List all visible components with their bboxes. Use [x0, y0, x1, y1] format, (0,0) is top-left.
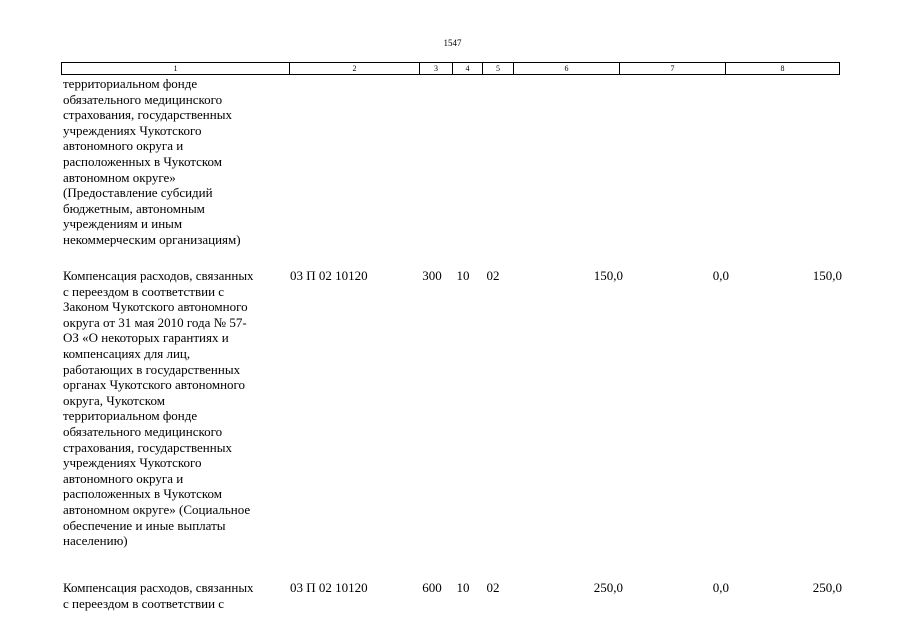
column-header-5: 5 — [483, 63, 514, 75]
row-col-8: 150,0 — [812, 268, 842, 283]
row-code: 03 П 02 10120 — [290, 268, 368, 283]
row-name: территориальном фонде обязательного медицинского страхования, государственных учреждениях Чукотского автономного округа и расположенных в Чукотском автономном округе» (Предоставление субсидий бюджетным, автономным учреждениям и иным некоммерческим организациям) — [63, 76, 241, 247]
row-name: Компенсация расходов, связанных с переездом в соответствии с Законом Чукотского автономного округа от 31 мая 2010 года № 57- ОЗ «О некоторых гарантиях и компенсациях для лиц, работающих в государственных органах Чукотского автономного округа, Чукотском территориальном фонде обязательного медицинского страхования, государственных учреждениях Чукотского автономного округа и расположенных в Чукотском автономном округе» (Социальное обеспечение и иные выплаты населению) — [63, 268, 254, 549]
row-col-5: 02 — [486, 580, 500, 595]
column-header-6: 6 — [514, 63, 620, 75]
row-col-7: 0,0 — [712, 580, 729, 595]
row-col-5: 02 — [486, 268, 500, 283]
column-header-2: 2 — [290, 63, 420, 75]
column-header-7: 7 — [620, 63, 726, 75]
row-col-6: 150,0 — [593, 268, 623, 283]
column-header-8: 8 — [726, 63, 840, 75]
row-name: Компенсация расходов, связанных с переездом в соответствии с — [63, 580, 254, 611]
row-col-8: 250,0 — [812, 580, 842, 595]
row-col-6: 250,0 — [593, 580, 623, 595]
row-col-7: 0,0 — [712, 268, 729, 283]
row-col-3: 300 — [422, 268, 442, 283]
row-col-4: 10 — [456, 268, 470, 283]
row-code: 03 П 02 10120 — [290, 580, 368, 595]
row-col-3: 600 — [422, 580, 442, 595]
column-header-row — [62, 63, 840, 75]
row-col-4: 10 — [456, 580, 470, 595]
column-header-1: 1 — [62, 63, 290, 75]
column-header-table — [61, 62, 840, 75]
page-number: 1547 — [443, 38, 462, 48]
column-header-4: 4 — [453, 63, 483, 75]
column-header-3: 3 — [420, 63, 453, 75]
